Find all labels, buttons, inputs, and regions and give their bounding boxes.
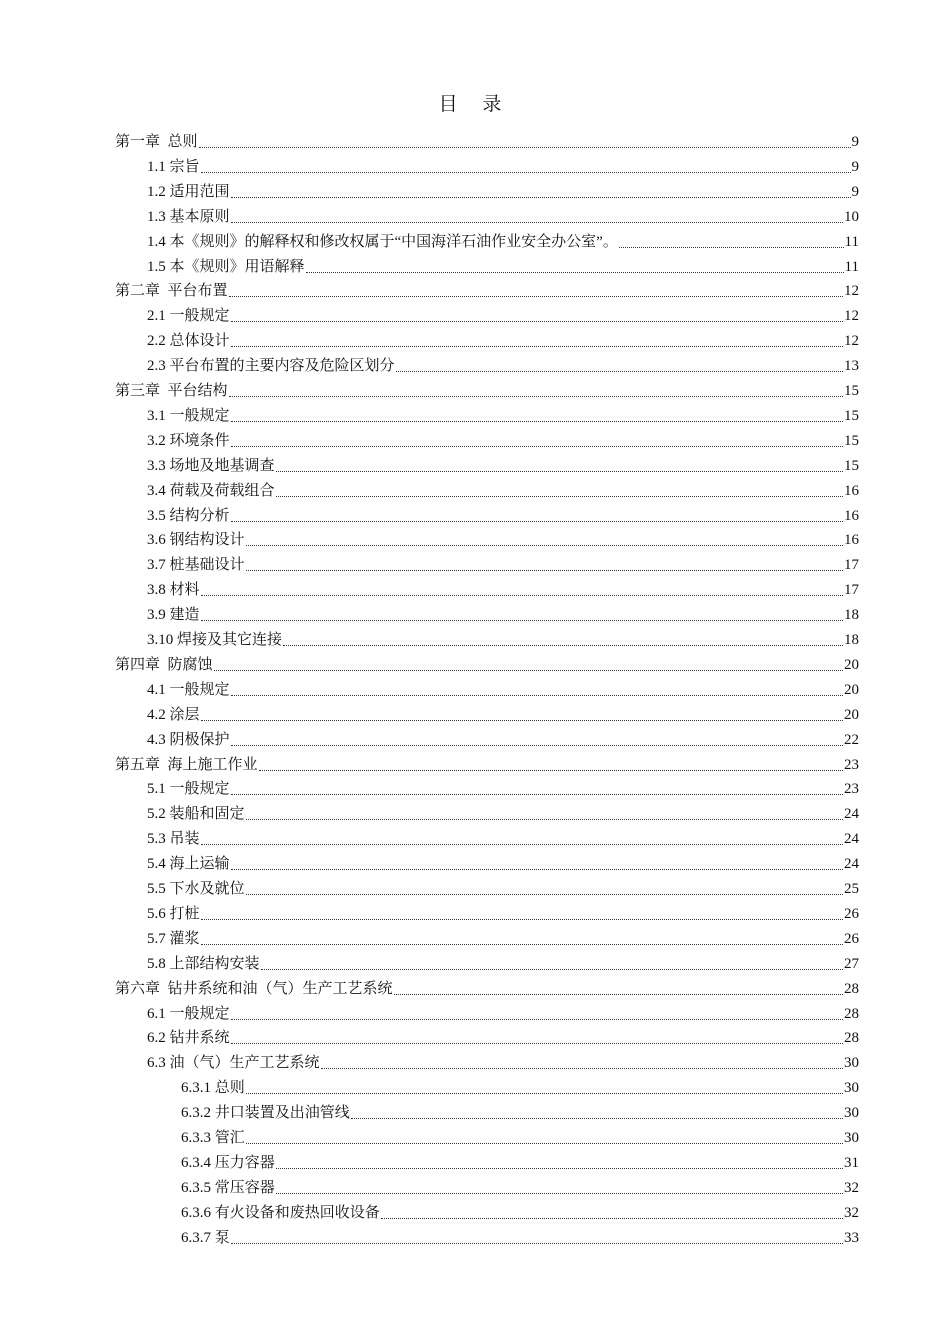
toc-entry-page-number: 16 <box>844 482 859 499</box>
toc-entry-page-number: 9 <box>851 183 859 200</box>
toc-entry-title: 3.6 钢结构设计 <box>147 532 245 549</box>
dot-leader <box>619 246 844 248</box>
toc-entry[interactable] <box>147 849 859 874</box>
toc-entry-title: 第二章 平台布置 <box>115 283 228 300</box>
toc-entry[interactable] <box>147 1023 859 1048</box>
toc-entry[interactable] <box>147 999 859 1024</box>
dot-leader <box>201 619 843 621</box>
toc-entry-title: 6.3 油（气）生产工艺系统 <box>147 1055 320 1072</box>
toc-entry-page-number: 24 <box>844 831 859 848</box>
toc-entry-page-number: 20 <box>844 656 859 673</box>
toc-entry-page-number: 27 <box>844 955 859 972</box>
toc-entry-title: 6.3.2 井口装置及出油管线 <box>181 1105 350 1122</box>
toc-entry-title: 3.9 建造 <box>147 607 200 624</box>
toc-entry-page-number: 15 <box>844 432 859 449</box>
toc-entry[interactable] <box>181 1073 859 1098</box>
toc-entry[interactable] <box>115 650 859 675</box>
toc-entry[interactable] <box>147 700 859 725</box>
toc-entry[interactable] <box>147 326 859 351</box>
toc-entry-page-number: 28 <box>844 1005 859 1022</box>
dot-leader <box>231 694 843 696</box>
dot-leader <box>381 1217 843 1219</box>
toc-entry-title: 5.1 一般规定 <box>147 781 230 798</box>
dot-leader <box>201 171 851 173</box>
toc-entry-page-number: 18 <box>844 607 859 624</box>
toc-entry-page-number: 16 <box>844 507 859 524</box>
toc-entry-page-number: 30 <box>844 1080 859 1097</box>
toc-entry-page-number: 26 <box>844 905 859 922</box>
toc-entry[interactable] <box>147 899 859 924</box>
toc-entry-title: 1.2 适用范围 <box>147 183 230 200</box>
toc-entry[interactable] <box>147 401 859 426</box>
toc-entry-title: 3.5 结构分析 <box>147 507 230 524</box>
toc-entry[interactable] <box>147 799 859 824</box>
toc-entry-page-number: 30 <box>844 1130 859 1146</box>
toc-entry-page-number: 15 <box>844 407 859 424</box>
toc-entry-page-number: 10 <box>844 208 859 225</box>
toc-entry[interactable] <box>147 202 859 227</box>
toc-entry-title: 6.3.7 泵 <box>181 1229 230 1246</box>
toc-entry-title: 6.3.5 常压容器 <box>181 1179 275 1196</box>
dot-leader <box>276 1192 843 1194</box>
toc-entry-page-number: 17 <box>844 582 859 599</box>
toc-entry-title: 6.3.3 管汇 <box>181 1130 245 1146</box>
dot-leader <box>261 968 843 970</box>
dot-leader <box>231 1242 843 1244</box>
toc-entry-title: 第六章 钻井系统和油（气）生产工艺系统 <box>115 980 393 997</box>
toc-entry-page-number: 12 <box>844 308 859 325</box>
dot-leader <box>246 569 843 571</box>
dot-leader <box>306 271 844 273</box>
dot-leader <box>246 1092 843 1094</box>
toc-entry-title: 6.3.6 有火设备和废热回收设备 <box>181 1204 380 1221</box>
toc-entry[interactable] <box>147 824 859 849</box>
toc-entry-title: 2.1 一般规定 <box>147 308 230 325</box>
toc-entry-title: 5.7 灌浆 <box>147 930 200 947</box>
toc-entry-page-number: 13 <box>844 358 859 375</box>
toc-entry-page-number: 20 <box>844 706 859 723</box>
toc-entry-page-number: 30 <box>844 1105 859 1122</box>
toc-entry-page-number: 26 <box>844 930 859 947</box>
dot-leader <box>214 669 843 671</box>
toc-entry[interactable] <box>147 725 859 750</box>
toc-entry[interactable] <box>181 1173 859 1198</box>
toc-entry-title: 1.4 本《规则》的解释权和修改权属于“中国海洋石油作业安全办公室”。 <box>147 233 618 250</box>
toc-entry[interactable] <box>147 675 859 700</box>
toc-entry-title: 5.2 装船和固定 <box>147 806 245 823</box>
toc-entry-title: 6.3.1 总则 <box>181 1080 245 1097</box>
dot-leader <box>231 196 851 198</box>
toc-entry[interactable] <box>115 974 859 999</box>
toc-entry-page-number: 24 <box>844 856 859 873</box>
toc-entry[interactable] <box>147 426 859 451</box>
dot-leader <box>231 420 843 422</box>
toc-entry-title: 1.3 基本原则 <box>147 208 230 225</box>
dot-leader <box>231 520 843 522</box>
toc-entry[interactable] <box>147 600 859 625</box>
dot-leader <box>231 793 843 795</box>
toc-entry[interactable] <box>147 550 859 575</box>
toc-entry-page-number: 12 <box>844 333 859 350</box>
toc-entry[interactable] <box>147 1048 859 1073</box>
toc-entry-page-number: 31 <box>844 1154 859 1171</box>
toc-entry[interactable] <box>147 476 859 501</box>
toc-entry-title: 2.2 总体设计 <box>147 333 230 350</box>
toc-entry-title: 3.2 环境条件 <box>147 432 230 449</box>
dot-leader <box>246 544 843 546</box>
toc-entry[interactable] <box>147 351 859 376</box>
dot-leader <box>396 370 843 372</box>
dot-leader <box>231 221 843 223</box>
dot-leader <box>351 1117 843 1119</box>
toc-entry-page-number: 32 <box>844 1179 859 1196</box>
toc-entry-title: 4.3 阴极保护 <box>147 731 230 748</box>
dot-leader <box>199 146 851 148</box>
toc-entry-title: 2.3 平台布置的主要内容及危险区划分 <box>147 358 395 375</box>
toc-entry[interactable] <box>115 750 859 775</box>
toc-entry[interactable] <box>147 252 859 277</box>
toc-entry[interactable] <box>147 227 859 252</box>
toc-entry-page-number: 23 <box>844 756 859 773</box>
toc-entry[interactable] <box>147 949 859 974</box>
dot-leader <box>229 395 843 397</box>
toc-entry-title: 3.10 焊接及其它连接 <box>147 632 283 648</box>
toc-entry-title: 5.6 打桩 <box>147 905 200 922</box>
toc-entry-title: 4.1 一般规定 <box>147 681 230 698</box>
toc-entry-title: 5.5 下水及就位 <box>147 881 245 897</box>
dot-leader <box>276 1167 843 1169</box>
toc-entry-page-number: 28 <box>844 980 859 997</box>
dot-leader <box>201 843 843 845</box>
toc-entry-title: 5.3 吊装 <box>147 831 200 848</box>
toc-entry-page-number: 11 <box>844 258 859 275</box>
toc-entry-page-number: 28 <box>844 1030 859 1047</box>
toc-entry-page-number: 9 <box>851 134 859 150</box>
toc-entry-title: 第三章 平台结构 <box>115 383 228 399</box>
toc-entry-title: 3.7 桩基础设计 <box>147 557 245 574</box>
page-title: 目 录 <box>438 94 512 115</box>
toc-entry[interactable] <box>147 575 859 600</box>
toc-entry-page-number: 33 <box>844 1229 859 1246</box>
dot-leader <box>283 644 843 646</box>
dot-leader <box>259 769 843 771</box>
dot-leader <box>201 594 843 596</box>
toc-entry-title: 3.1 一般规定 <box>147 407 230 424</box>
toc-entry-title: 5.8 上部结构安装 <box>147 955 260 972</box>
toc-entry[interactable] <box>115 276 859 301</box>
dot-leader <box>229 295 843 297</box>
toc-entry-page-number: 15 <box>844 383 859 399</box>
toc-entry-page-number: 12 <box>844 283 859 300</box>
dot-leader <box>231 445 843 447</box>
dot-leader <box>246 1142 843 1144</box>
dot-leader <box>231 320 843 322</box>
toc-entry-page-number: 24 <box>844 806 859 823</box>
toc-entry-title: 1.5 本《规则》用语解释 <box>147 258 305 275</box>
toc-entry[interactable] <box>147 774 859 799</box>
toc-entry-page-number: 11 <box>844 233 859 250</box>
dot-leader <box>231 1018 843 1020</box>
toc-entry-page-number: 18 <box>844 632 859 648</box>
dot-leader <box>201 943 843 945</box>
toc-entry-title: 5.4 海上运输 <box>147 856 230 873</box>
toc-entry[interactable] <box>147 152 859 177</box>
toc-entry-page-number: 25 <box>844 881 859 897</box>
dot-leader <box>246 818 843 820</box>
toc-entry-title: 4.2 涂层 <box>147 706 200 723</box>
dot-leader <box>394 993 843 995</box>
dot-leader <box>231 744 843 746</box>
toc-entry[interactable] <box>181 1223 859 1248</box>
toc-entry-page-number: 15 <box>844 457 859 474</box>
toc-entry-title: 6.2 钻井系统 <box>147 1030 230 1047</box>
toc-entry-title: 第四章 防腐蚀 <box>115 656 213 673</box>
toc-entry-page-number: 22 <box>844 731 859 748</box>
toc-entry-title: 3.8 材料 <box>147 582 200 599</box>
toc-entry-title: 1.1 宗旨 <box>147 158 200 175</box>
toc-entry-title: 3.4 荷载及荷载组合 <box>147 482 275 499</box>
dot-leader <box>201 719 843 721</box>
toc-entry-page-number: 17 <box>844 557 859 574</box>
toc-entry-title: 6.1 一般规定 <box>147 1005 230 1022</box>
toc-entry-page-number: 30 <box>844 1055 859 1072</box>
toc-entry[interactable] <box>147 301 859 326</box>
toc-entry[interactable] <box>115 127 859 152</box>
toc-entry[interactable] <box>115 376 859 401</box>
dot-leader <box>276 470 843 472</box>
dot-leader <box>276 495 843 497</box>
dot-leader <box>231 1042 843 1044</box>
toc-entry[interactable] <box>147 501 859 526</box>
toc-entry[interactable] <box>181 1123 859 1148</box>
toc-entry-page-number: 16 <box>844 532 859 549</box>
toc-entry[interactable] <box>181 1198 859 1223</box>
dot-leader <box>231 345 843 347</box>
dot-leader <box>246 893 843 895</box>
toc-entry-title: 第五章 海上施工作业 <box>115 756 258 773</box>
toc-entry-page-number: 23 <box>844 781 859 798</box>
toc-entry-title: 第一章 总则 <box>115 134 198 150</box>
dot-leader <box>201 918 843 920</box>
toc-entry[interactable] <box>147 625 859 650</box>
toc-entry[interactable] <box>147 525 859 550</box>
toc-entry[interactable] <box>181 1148 859 1173</box>
toc-entry-title: 3.3 场地及地基调查 <box>147 457 275 474</box>
toc-entry[interactable] <box>147 451 859 476</box>
toc-entry[interactable] <box>147 924 859 949</box>
toc-entry[interactable] <box>181 1098 859 1123</box>
toc-entry[interactable] <box>147 177 859 202</box>
toc-entry-title: 6.3.4 压力容器 <box>181 1154 275 1171</box>
toc-entry[interactable] <box>147 874 859 899</box>
dot-leader <box>231 868 843 870</box>
toc-entry-page-number: 20 <box>844 681 859 698</box>
toc-entry-page-number: 9 <box>851 158 859 175</box>
toc-entry-page-number: 32 <box>844 1204 859 1221</box>
dot-leader <box>321 1067 843 1069</box>
